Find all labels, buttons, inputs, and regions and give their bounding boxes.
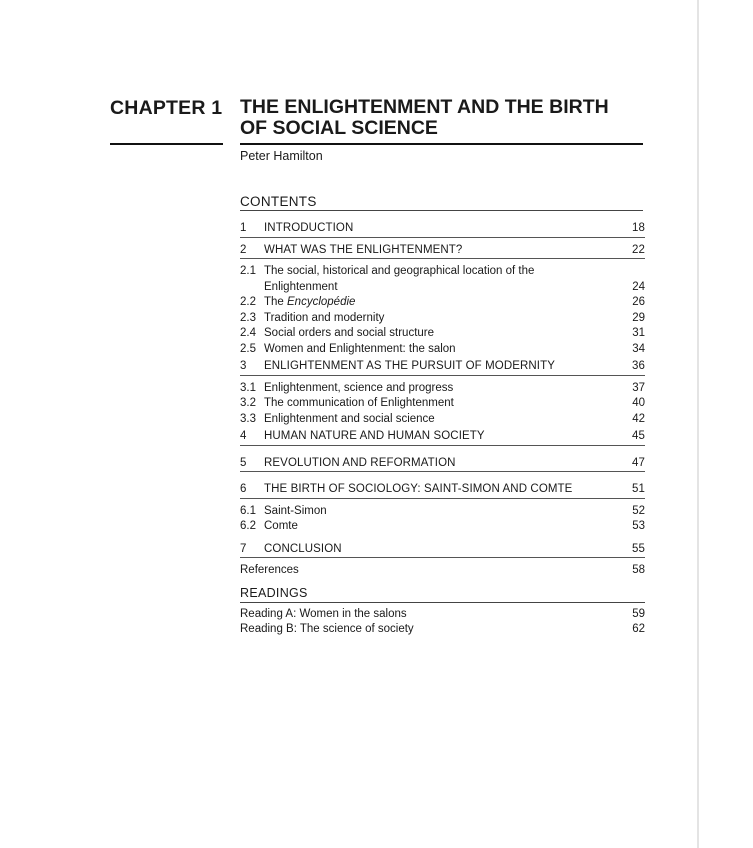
toc-page: 31: [632, 327, 645, 339]
toc-page: 58: [632, 564, 645, 576]
toc-page: 59: [632, 607, 645, 620]
toc-subsection-6-2: [240, 519, 645, 535]
toc-section-5: [240, 456, 645, 472]
toc-number: 2.1: [240, 265, 256, 277]
toc-page: 51: [632, 483, 645, 495]
toc-page: 52: [632, 504, 645, 517]
toc-subsection-2-3: [240, 311, 645, 327]
toc-subsection-2-1-line-1: [240, 264, 645, 280]
toc-page: 42: [632, 412, 645, 425]
toc-page: 62: [632, 623, 645, 635]
toc-label: HUMAN NATURE AND HUMAN SOCIETY: [264, 430, 485, 442]
toc-label: CONCLUSION: [264, 542, 342, 555]
toc-page: 22: [632, 243, 645, 256]
toc-section-1: [240, 221, 645, 237]
toc-number: 6: [240, 483, 247, 495]
chapter-title-rule: [240, 143, 643, 145]
toc-page: 18: [632, 222, 645, 234]
toc-number: 3: [240, 360, 247, 372]
readings-heading: [240, 585, 645, 601]
toc-label: The communication of Enlightenment: [264, 397, 454, 409]
toc-label: INTRODUCTION: [264, 222, 354, 234]
toc-label: Social orders and social structure: [264, 327, 435, 339]
toc-page: 24: [632, 280, 645, 293]
readings-heading-label: READINGS: [240, 585, 308, 600]
contents-rule: [240, 210, 643, 211]
toc-divider: [240, 498, 645, 499]
toc-page: 55: [632, 542, 645, 555]
toc-label: THE BIRTH OF SOCIOLOGY: SAINT-SIMON AND COMTE: [264, 483, 573, 495]
toc-label: Enlightenment: [264, 280, 338, 293]
toc-number: 2.4: [240, 327, 256, 339]
toc-page: 45: [632, 430, 645, 442]
toc-number: 2: [240, 243, 247, 256]
page-edge-shadow: [697, 0, 699, 848]
toc-label: ENLIGHTENMENT AS THE PURSUIT OF MODERNITY: [264, 360, 555, 372]
toc-label: Women and Enlightenment: the salon: [264, 342, 456, 355]
toc-subsection-2-1-line-2: [240, 280, 645, 296]
toc-label: Enlightenment and social science: [264, 412, 435, 425]
toc-page: 47: [632, 456, 645, 469]
toc-subsection-2-4: [240, 326, 645, 342]
toc-section-2: [240, 243, 645, 259]
toc-label: Enlightenment, science and progress: [264, 381, 454, 394]
toc-page: 40: [632, 397, 645, 409]
toc-references: [240, 563, 645, 579]
toc-number: 2.3: [240, 311, 256, 324]
toc-label: [264, 295, 355, 311]
toc-page: 36: [632, 360, 645, 372]
toc-subsection-3-3: [240, 412, 645, 428]
readings-rule: [240, 602, 645, 603]
toc-section-6: [240, 482, 645, 498]
toc-divider: [240, 445, 645, 446]
toc-divider: [240, 471, 645, 472]
toc-number: 1: [240, 222, 247, 234]
toc-number: 3.3: [240, 412, 256, 425]
toc-number: 4: [240, 430, 247, 442]
chapter-label: CHAPTER 1: [110, 97, 223, 119]
toc-number: 2.2: [240, 296, 256, 308]
toc-number: 7: [240, 542, 247, 555]
toc-page: 29: [632, 311, 645, 324]
reading-b: [240, 622, 645, 638]
reading-a: [240, 607, 645, 623]
toc-label: The social, historical and geographical location of the: [264, 265, 535, 277]
toc-divider: [240, 237, 645, 238]
toc-section-4: [240, 429, 645, 445]
chapter-title: [240, 97, 640, 139]
contents-heading: CONTENTS: [240, 194, 317, 209]
toc-label: Saint-Simon: [264, 504, 327, 517]
toc-number: 5: [240, 456, 247, 469]
toc-label: Tradition and modernity: [264, 311, 385, 324]
chapter-title-line-2: OF SOCIAL SCIENCE: [240, 117, 438, 139]
toc-subsection-3-2: [240, 396, 645, 412]
toc-label: Comte: [264, 520, 298, 532]
toc-label: WHAT WAS THE ENLIGHTENMENT?: [264, 243, 463, 256]
toc-page: 26: [632, 296, 645, 308]
toc-divider: [240, 258, 645, 259]
toc-label-prefix: The: [264, 296, 288, 308]
toc-subsection-2-2: [240, 295, 645, 311]
chapter-title-line-1: THE ENLIGHTENMENT AND THE BIRTH: [240, 96, 609, 118]
table-of-contents: [240, 221, 645, 638]
toc-label: References: [240, 564, 299, 576]
toc-number: 3.2: [240, 397, 256, 409]
chapter-label-rule: [110, 143, 223, 145]
toc-divider: [240, 557, 645, 558]
toc-section-3: [240, 359, 645, 375]
toc-label: REVOLUTION AND REFORMATION: [264, 456, 456, 469]
toc-subsection-3-1: [240, 381, 645, 397]
toc-subsection-2-5: [240, 342, 645, 358]
toc-label: Reading A: Women in the salons: [240, 607, 407, 620]
toc-label-italic: Encyclopédie: [287, 296, 356, 308]
toc-subsection-6-1: [240, 504, 645, 520]
toc-number: 3.1: [240, 381, 256, 394]
toc-number: 6.1: [240, 504, 256, 517]
toc-page: 34: [632, 342, 645, 355]
toc-divider: [240, 375, 645, 376]
toc-number: 6.2: [240, 520, 256, 532]
toc-page: 53: [632, 520, 645, 532]
toc-page: 37: [632, 381, 645, 394]
toc-number: 2.5: [240, 342, 256, 355]
author-name: Peter Hamilton: [240, 149, 323, 163]
toc-label: Reading B: The science of society: [240, 623, 414, 635]
toc-section-7: [240, 542, 645, 558]
